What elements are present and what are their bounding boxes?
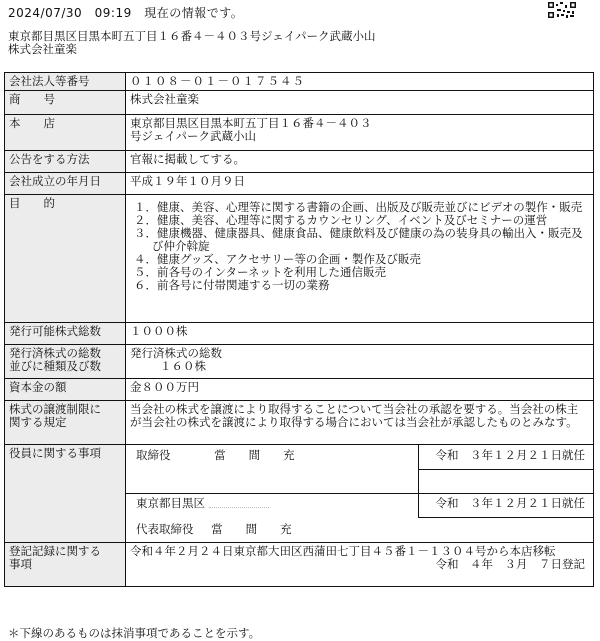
director-name: 當 間 充 (214, 448, 295, 462)
value-trade-name: 株式会社童楽 (126, 91, 594, 115)
purpose-item: ３．健康機器、健康器具、健康食品、健康飲料及び健康の為の装身具の輸出入・販売及び仲介斡旋 (134, 226, 583, 253)
registry-label-line1: 登記記録に関する (9, 544, 101, 558)
label-authorized-shares: 発行可能株式総数 (5, 323, 126, 345)
rep-name: 當 間 充 (211, 522, 292, 536)
value-transfer-restriction: 当会社の株式を譲渡により取得することについて当会社の承認を要する。当会社の株主が当会社の株式を譲渡により取得する場合においては当会社が承認したものとみなす。 (126, 401, 594, 445)
issued-shares-value-line1: 発行済株式の総数 (130, 346, 222, 360)
label-established: 会社成立の年月日 (5, 173, 126, 195)
label-registry-record (5, 543, 126, 587)
rep-address: 東京都目黒区 (136, 496, 205, 510)
qr-code-icon (548, 2, 576, 18)
label-public-notice: 公告をする方法 (5, 151, 126, 173)
registry-record-text: 令和４年２月２４日東京都大田区西蒲田七丁目４５番１－１３０４号から本店移転 (130, 544, 556, 558)
timestamp-line: 2024/07/30 09:19 現在の情報です。 (8, 6, 244, 20)
value-authorized-shares: １０００株 (126, 323, 594, 345)
value-corp-number: ０１０８－０１－０１７５４５ (126, 73, 594, 91)
registry-label-line2: 事項 (9, 557, 32, 571)
issued-shares-label-line1: 発行済株式の総数 (9, 346, 101, 360)
purpose-item: ６．前各号に付帯関連する一切の業務 (134, 278, 330, 292)
value-purpose (126, 195, 594, 323)
redacted-address (209, 499, 269, 508)
head-office-line1: 東京都目黒区目黒本町五丁目１６番４－４０３ (130, 116, 372, 130)
director-title: 取締役 (136, 448, 171, 462)
label-head-office: 本 店 (5, 115, 126, 151)
purpose-item: ５．前各号のインターネットを利用した通信販売 (134, 265, 386, 279)
header-address: 東京都目黒区目黒本町五丁目１６番４－４０３号ジェイパーク武蔵小山 (8, 29, 376, 43)
label-corp-number: 会社法人等番号 (5, 73, 126, 91)
value-head-office (126, 115, 594, 151)
transfer-label-line1: 株式の譲渡制限に (9, 402, 101, 416)
header-company-name: 株式会社童楽 (8, 42, 77, 56)
purpose-item: ４．健康グッズ、アクセサリー等の企画・製作及び販売 (134, 252, 421, 266)
value-public-notice: 官報に掲載してする。 (126, 151, 594, 173)
rep-title: 代表取締役 (136, 522, 194, 536)
value-capital: 金８００万円 (126, 379, 594, 401)
head-office-line2: 号ジェイパーク武蔵小山 (130, 129, 257, 143)
purpose-item: ２．健康、美容、心理等に関するカウンセリング、イベント及びセミナーの運営 (134, 213, 548, 227)
value-officers (126, 445, 594, 543)
rep-date: 令和 ３年１２月２１日就任 (435, 496, 585, 510)
registry-record-date: 令和 ４年 ３月 ７日登記 (435, 557, 585, 571)
value-registry-record (126, 543, 594, 587)
label-issued-shares (5, 345, 126, 379)
director-date: 令和 ３年１２月２１日就任 (435, 448, 585, 462)
issued-shares-value-line2: １６０株 (160, 359, 206, 373)
header-address-block (8, 30, 376, 56)
label-officers: 役員に関する事項 (5, 445, 126, 543)
label-purpose: 目 的 (5, 195, 126, 323)
label-capital: 資本金の額 (5, 379, 126, 401)
value-established: 平成１９年１０月９日 (126, 173, 594, 195)
purpose-item: １．健康、美容、心理等に関する書籍の企画、出版及び販売並びにビデオの製作・販売 (134, 200, 583, 214)
label-trade-name: 商 号 (5, 91, 126, 115)
label-transfer-restriction (5, 401, 126, 445)
issued-shares-label-line2: 並びに種類及び数 (9, 359, 101, 373)
value-issued-shares (126, 345, 594, 379)
footer-note: ＊下線のあるものは抹消事項であることを示す。 (8, 626, 261, 640)
registry-table (4, 72, 594, 587)
transfer-label-line2: 関する規定 (9, 415, 67, 429)
